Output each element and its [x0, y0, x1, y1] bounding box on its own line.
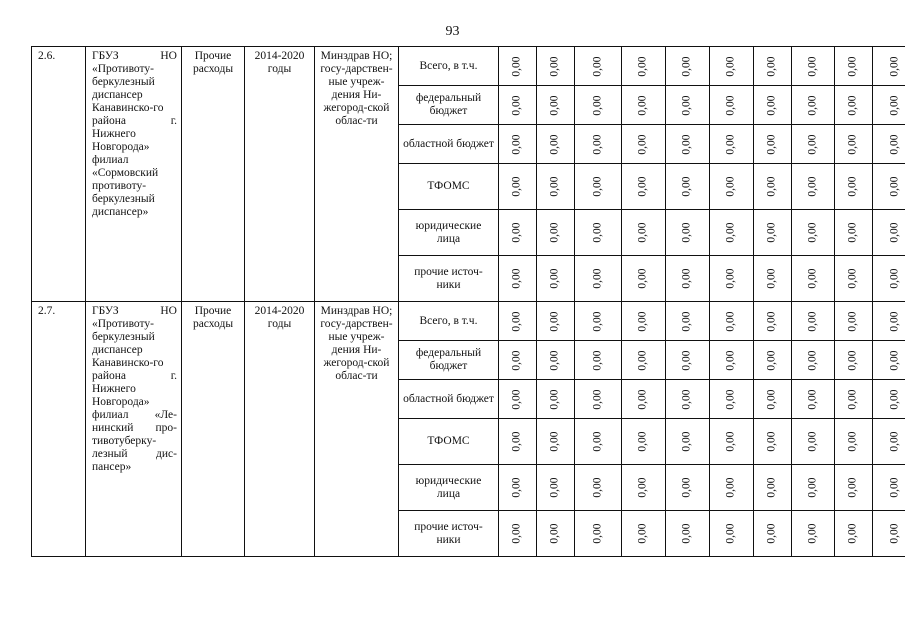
amount-cell — [666, 256, 710, 302]
amount-cell — [873, 419, 905, 465]
amount-value: 0,00 — [766, 94, 778, 116]
amount-cell — [835, 47, 873, 86]
amount-value: 0,00 — [637, 176, 649, 197]
amount-value: 0,00 — [591, 310, 604, 332]
amount-value: 0,00 — [511, 222, 523, 243]
amount-value: 0,00 — [681, 431, 693, 452]
amount-value: 0,00 — [725, 55, 737, 77]
amount-value: 0,00 — [591, 222, 604, 243]
amount-cell — [537, 47, 575, 86]
amount-cell — [499, 419, 537, 465]
amount-value: 0,00 — [889, 133, 901, 155]
period-years: 2014-2020 годы — [245, 47, 315, 302]
amount-cell — [499, 465, 537, 511]
amount-cell — [499, 86, 537, 125]
amount-value: 0,00 — [806, 477, 819, 498]
amount-value: 0,00 — [637, 523, 649, 544]
amount-cell — [622, 511, 666, 557]
amount-cell — [622, 125, 666, 164]
amount-value: 0,00 — [847, 94, 859, 116]
amount-cell — [537, 511, 575, 557]
amount-cell — [537, 125, 575, 164]
amount-value: 0,00 — [766, 523, 778, 544]
amount-cell — [710, 125, 754, 164]
amount-cell — [835, 302, 873, 341]
amount-value: 0,00 — [591, 176, 604, 197]
table-row — [32, 302, 905, 341]
amount-value: 0,00 — [549, 55, 561, 77]
amount-value: 0,00 — [725, 349, 737, 371]
amount-value: 0,00 — [549, 94, 561, 116]
amount-value: 0,00 — [681, 523, 693, 544]
amount-value: 0,00 — [889, 268, 901, 289]
amount-cell — [537, 380, 575, 419]
expense-type: Прочие расходы — [182, 302, 245, 557]
item-number: 2.6. — [32, 47, 86, 302]
funding-source-label: Всего, в т.ч. — [399, 302, 499, 341]
amount-value: 0,00 — [681, 222, 693, 243]
amount-value: 0,00 — [806, 523, 819, 544]
amount-cell — [575, 47, 622, 86]
amount-cell — [622, 302, 666, 341]
amount-value: 0,00 — [725, 431, 737, 452]
amount-value: 0,00 — [766, 55, 778, 77]
amount-value: 0,00 — [681, 94, 693, 116]
amount-cell — [575, 341, 622, 380]
amount-cell — [666, 164, 710, 210]
amount-cell — [792, 125, 835, 164]
amount-value: 0,00 — [549, 431, 561, 452]
amount-value: 0,00 — [725, 268, 737, 289]
amount-cell — [622, 380, 666, 419]
amount-cell — [499, 210, 537, 256]
amount-value: 0,00 — [637, 133, 649, 155]
amount-cell — [873, 511, 905, 557]
amount-cell — [754, 164, 792, 210]
amount-cell — [792, 465, 835, 511]
amount-value: 0,00 — [511, 133, 523, 155]
amount-value: 0,00 — [637, 310, 649, 332]
amount-value: 0,00 — [806, 176, 819, 197]
funding-source-label: ТФОМС — [399, 419, 499, 465]
amount-value: 0,00 — [511, 310, 523, 332]
amount-cell — [537, 256, 575, 302]
amount-cell — [754, 125, 792, 164]
amount-cell — [792, 47, 835, 86]
amount-cell — [873, 256, 905, 302]
amount-value: 0,00 — [847, 55, 859, 77]
amount-cell — [873, 86, 905, 125]
amount-value: 0,00 — [591, 55, 604, 77]
amount-value: 0,00 — [889, 477, 901, 498]
amount-cell — [666, 210, 710, 256]
amount-value: 0,00 — [889, 94, 901, 116]
amount-cell — [575, 256, 622, 302]
amount-value: 0,00 — [591, 388, 604, 410]
amount-value: 0,00 — [511, 523, 523, 544]
amount-value: 0,00 — [847, 349, 859, 371]
amount-cell — [499, 511, 537, 557]
amount-value: 0,00 — [847, 310, 859, 332]
amount-cell — [710, 341, 754, 380]
amount-cell — [575, 86, 622, 125]
amount-value: 0,00 — [681, 176, 693, 197]
amount-cell — [622, 164, 666, 210]
amount-value: 0,00 — [511, 55, 523, 77]
amount-cell — [575, 302, 622, 341]
amount-value: 0,00 — [806, 349, 819, 371]
amount-value: 0,00 — [591, 268, 604, 289]
amount-value: 0,00 — [766, 477, 778, 498]
amount-value: 0,00 — [847, 477, 859, 498]
amount-cell — [754, 86, 792, 125]
period-years: 2014-2020 годы — [245, 302, 315, 557]
amount-cell — [537, 341, 575, 380]
amount-cell — [792, 302, 835, 341]
amount-value: 0,00 — [889, 310, 901, 332]
amount-value: 0,00 — [511, 388, 523, 410]
item-number: 2.7. — [32, 302, 86, 557]
amount-value: 0,00 — [889, 523, 901, 544]
amount-value: 0,00 — [681, 349, 693, 371]
amount-cell — [666, 302, 710, 341]
amount-cell — [666, 511, 710, 557]
amount-value: 0,00 — [591, 477, 604, 498]
organization-name: ГБУЗ НО «Противоту-беркулезный диспансер Канавинско-го района г. Нижнего Новгорода» филиал «Сормовский противоту-беркулезный диспансер» — [86, 47, 182, 302]
amount-value: 0,00 — [591, 133, 604, 155]
expense-type: Прочие расходы — [182, 47, 245, 302]
amount-cell — [499, 302, 537, 341]
amount-value: 0,00 — [889, 55, 901, 77]
amount-value: 0,00 — [511, 431, 523, 452]
amount-value: 0,00 — [681, 133, 693, 155]
amount-value: 0,00 — [766, 349, 778, 371]
amount-cell — [499, 164, 537, 210]
amount-cell — [792, 341, 835, 380]
responsible-executor: Минздрав НО; госу-дарствен-ные учреж-дения Ни-жегород-ской облас-ти — [315, 47, 399, 302]
amount-cell — [792, 164, 835, 210]
amount-value: 0,00 — [637, 268, 649, 289]
amount-cell — [622, 256, 666, 302]
amount-cell — [622, 465, 666, 511]
amount-cell — [537, 86, 575, 125]
amount-cell — [499, 47, 537, 86]
amount-value: 0,00 — [637, 388, 649, 410]
amount-cell — [666, 125, 710, 164]
amount-cell — [754, 465, 792, 511]
amount-cell — [792, 380, 835, 419]
amount-value: 0,00 — [511, 94, 523, 116]
amount-value: 0,00 — [766, 222, 778, 243]
funding-source-label: юридические лица — [399, 465, 499, 511]
amount-cell — [792, 511, 835, 557]
amount-cell — [575, 465, 622, 511]
responsible-executor: Минздрав НО; госу-дарствен-ные учреж-дения Ни-жегород-ской облас-ти — [315, 302, 399, 557]
amount-value: 0,00 — [725, 222, 737, 243]
amount-value: 0,00 — [766, 133, 778, 155]
amount-cell — [792, 256, 835, 302]
amount-value: 0,00 — [549, 523, 561, 544]
amount-value: 0,00 — [591, 431, 604, 452]
amount-cell — [835, 341, 873, 380]
amount-cell — [754, 47, 792, 86]
amount-cell — [710, 164, 754, 210]
funding-source-label: федеральный бюджет — [399, 86, 499, 125]
amount-value: 0,00 — [806, 94, 819, 116]
amount-value: 0,00 — [889, 176, 901, 197]
amount-cell — [710, 47, 754, 86]
amount-cell — [710, 86, 754, 125]
amount-value: 0,00 — [511, 268, 523, 289]
amount-value: 0,00 — [591, 349, 604, 371]
amount-value: 0,00 — [681, 477, 693, 498]
amount-value: 0,00 — [806, 133, 819, 155]
funding-source-label: юридические лица — [399, 210, 499, 256]
amount-value: 0,00 — [725, 523, 737, 544]
amount-cell — [537, 465, 575, 511]
amount-cell — [666, 419, 710, 465]
amount-value: 0,00 — [766, 310, 778, 332]
amount-cell — [754, 341, 792, 380]
amount-cell — [710, 302, 754, 341]
amount-value: 0,00 — [637, 55, 649, 77]
amount-cell — [835, 86, 873, 125]
funding-source-label: прочие источ-ники — [399, 256, 499, 302]
amount-value: 0,00 — [637, 477, 649, 498]
amount-value: 0,00 — [637, 431, 649, 452]
amount-cell — [835, 256, 873, 302]
amount-value: 0,00 — [681, 268, 693, 289]
amount-value: 0,00 — [806, 55, 819, 77]
amount-value: 0,00 — [766, 388, 778, 410]
amount-cell — [792, 86, 835, 125]
funding-source-label: областной бюджет — [399, 380, 499, 419]
amount-value: 0,00 — [549, 176, 561, 197]
amount-value: 0,00 — [549, 349, 561, 371]
amount-value: 0,00 — [766, 176, 778, 197]
amount-value: 0,00 — [889, 431, 901, 452]
amount-cell — [622, 210, 666, 256]
amount-cell — [710, 256, 754, 302]
amount-value: 0,00 — [549, 388, 561, 410]
amount-value: 0,00 — [549, 477, 561, 498]
amount-cell — [835, 419, 873, 465]
amount-cell — [499, 380, 537, 419]
amount-value: 0,00 — [725, 133, 737, 155]
amount-cell — [873, 125, 905, 164]
amount-value: 0,00 — [681, 310, 693, 332]
funding-source-label: федеральный бюджет — [399, 341, 499, 380]
amount-value: 0,00 — [725, 388, 737, 410]
amount-cell — [792, 210, 835, 256]
amount-value: 0,00 — [847, 222, 859, 243]
amount-cell — [873, 465, 905, 511]
amount-value: 0,00 — [681, 55, 693, 77]
amount-cell — [575, 210, 622, 256]
amount-value: 0,00 — [847, 523, 859, 544]
amount-value: 0,00 — [511, 477, 523, 498]
table-row — [32, 47, 905, 86]
amount-cell — [754, 256, 792, 302]
amount-cell — [754, 380, 792, 419]
funding-source-label: областной бюджет — [399, 125, 499, 164]
amount-value: 0,00 — [847, 268, 859, 289]
amount-cell — [537, 210, 575, 256]
amount-cell — [666, 341, 710, 380]
amount-value: 0,00 — [847, 133, 859, 155]
amount-value: 0,00 — [725, 310, 737, 332]
amount-value: 0,00 — [847, 388, 859, 410]
amount-value: 0,00 — [725, 477, 737, 498]
funding-source-label: ТФОМС — [399, 164, 499, 210]
amount-value: 0,00 — [549, 133, 561, 155]
amount-cell — [835, 164, 873, 210]
amount-value: 0,00 — [637, 222, 649, 243]
amount-cell — [754, 511, 792, 557]
amount-cell — [537, 164, 575, 210]
amount-cell — [537, 419, 575, 465]
organization-name: ГБУЗ НО «Противоту-беркулезный диспансер Канавинско-го района г. Нижнего Новгорода» филиал «Ле-нинский про-тивотуберку-лезный дис-пансер» — [86, 302, 182, 557]
amount-cell — [710, 380, 754, 419]
amount-cell — [666, 380, 710, 419]
amount-cell — [537, 302, 575, 341]
amount-cell — [710, 210, 754, 256]
amount-cell — [499, 341, 537, 380]
amount-cell — [835, 380, 873, 419]
amount-value: 0,00 — [766, 268, 778, 289]
amount-value: 0,00 — [725, 94, 737, 116]
amount-cell — [873, 341, 905, 380]
funding-source-label: Всего, в т.ч. — [399, 47, 499, 86]
amount-cell — [499, 125, 537, 164]
amount-cell — [710, 419, 754, 465]
budget-table — [31, 46, 905, 557]
amount-cell — [622, 419, 666, 465]
amount-cell — [499, 256, 537, 302]
amount-cell — [575, 380, 622, 419]
amount-value: 0,00 — [637, 94, 649, 116]
amount-cell — [575, 164, 622, 210]
amount-cell — [873, 164, 905, 210]
amount-value: 0,00 — [511, 176, 523, 197]
amount-value: 0,00 — [806, 310, 819, 332]
amount-cell — [622, 47, 666, 86]
funding-source-label: прочие источ-ники — [399, 511, 499, 557]
amount-cell — [835, 125, 873, 164]
page-number: 93 — [445, 24, 460, 39]
amount-cell — [792, 419, 835, 465]
amount-value: 0,00 — [591, 94, 604, 116]
amount-value: 0,00 — [847, 431, 859, 452]
amount-value: 0,00 — [511, 349, 523, 371]
amount-cell — [835, 511, 873, 557]
amount-value: 0,00 — [889, 388, 901, 410]
amount-value: 0,00 — [637, 349, 649, 371]
amount-value: 0,00 — [847, 176, 859, 197]
amount-cell — [873, 210, 905, 256]
amount-value: 0,00 — [549, 268, 561, 289]
amount-cell — [666, 465, 710, 511]
amount-cell — [622, 86, 666, 125]
amount-cell — [754, 419, 792, 465]
amount-cell — [754, 210, 792, 256]
amount-cell — [710, 511, 754, 557]
amount-cell — [575, 419, 622, 465]
amount-cell — [873, 380, 905, 419]
amount-cell — [622, 341, 666, 380]
amount-value: 0,00 — [725, 176, 737, 197]
amount-value: 0,00 — [889, 349, 901, 371]
amount-cell — [710, 465, 754, 511]
amount-cell — [575, 511, 622, 557]
amount-cell — [666, 86, 710, 125]
amount-value: 0,00 — [591, 523, 604, 544]
amount-value: 0,00 — [806, 431, 819, 452]
amount-value: 0,00 — [806, 268, 819, 289]
amount-cell — [873, 302, 905, 341]
amount-cell — [575, 125, 622, 164]
amount-value: 0,00 — [806, 388, 819, 410]
amount-value: 0,00 — [806, 222, 819, 243]
amount-value: 0,00 — [549, 222, 561, 243]
amount-cell — [835, 465, 873, 511]
amount-cell — [666, 47, 710, 86]
amount-cell — [754, 302, 792, 341]
amount-value: 0,00 — [766, 431, 778, 452]
amount-cell — [873, 47, 905, 86]
amount-value: 0,00 — [889, 222, 901, 243]
amount-value: 0,00 — [549, 310, 561, 332]
amount-cell — [835, 210, 873, 256]
amount-value: 0,00 — [681, 388, 693, 410]
